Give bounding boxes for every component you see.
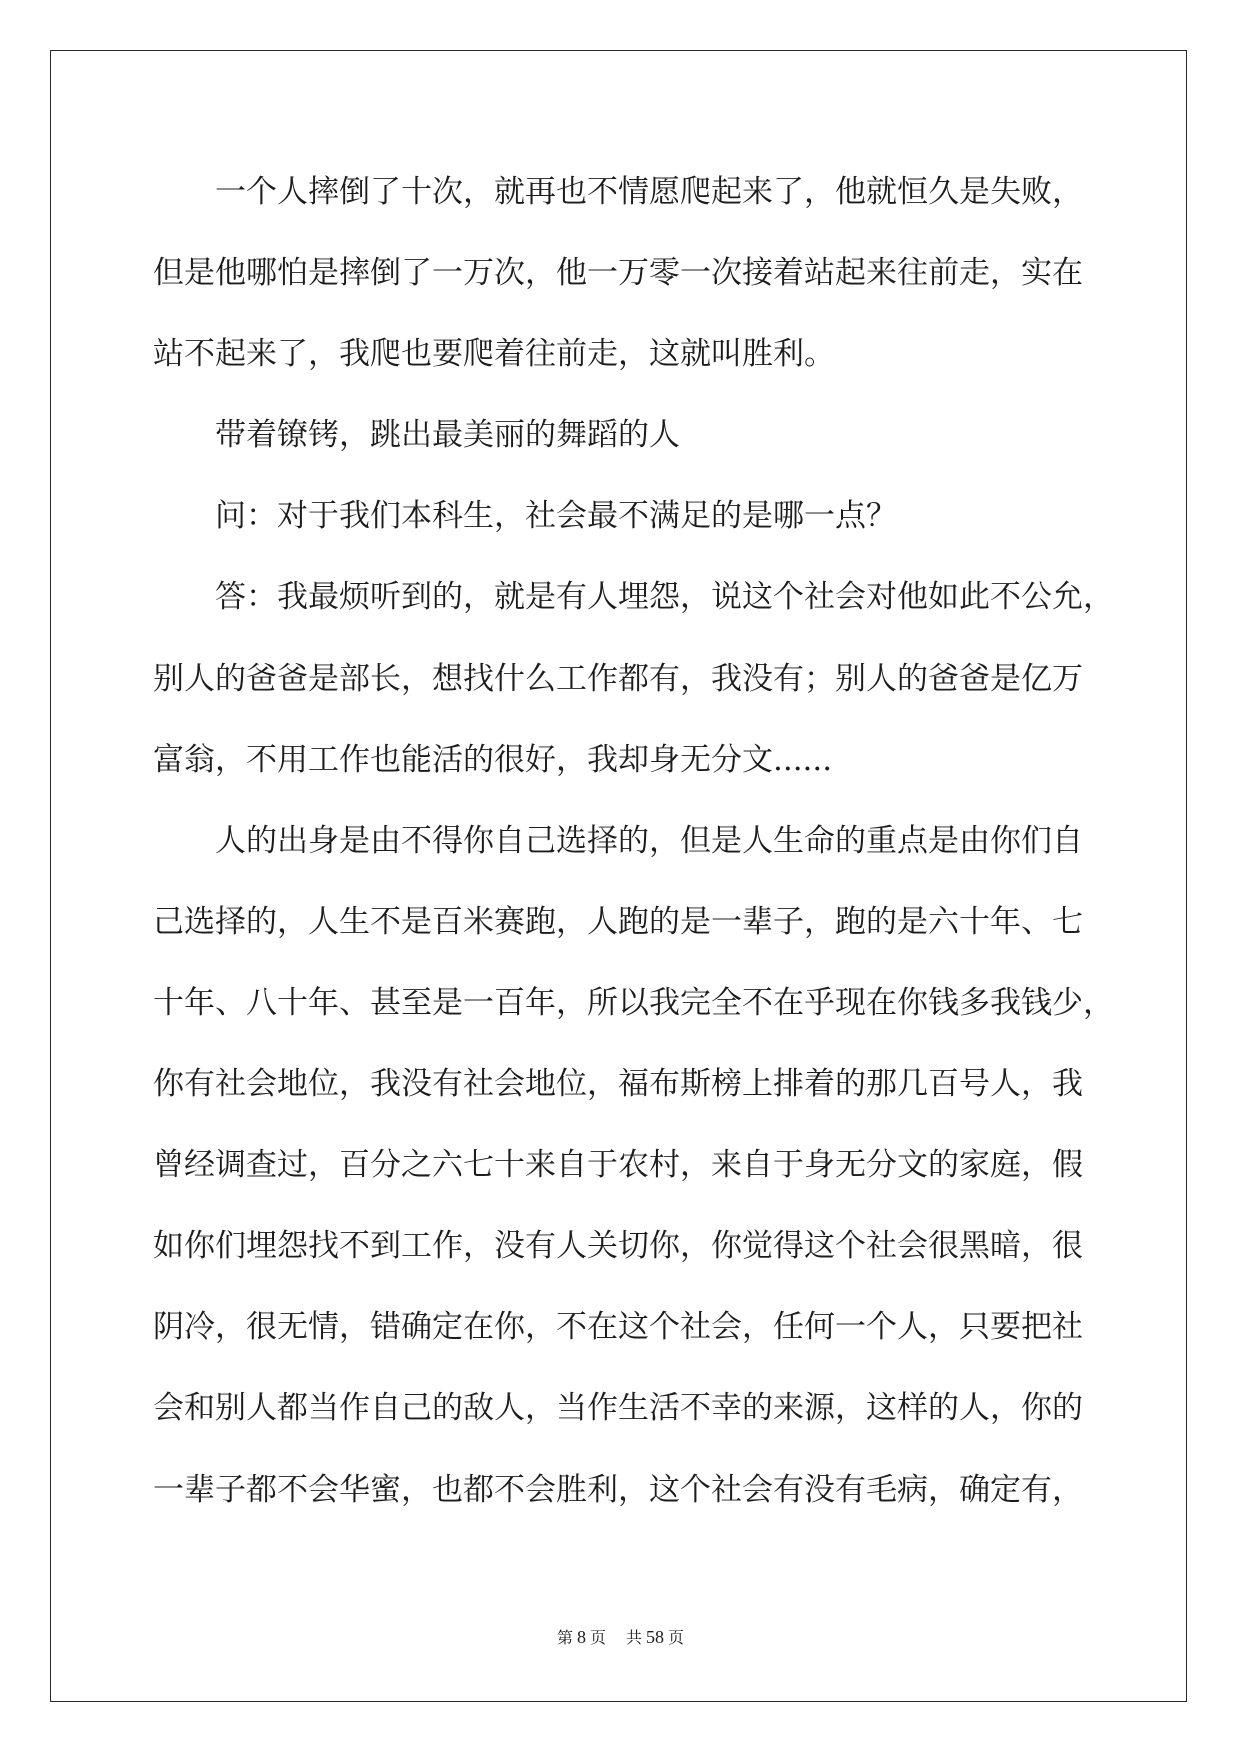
text-line: 你有社会地位，我没有社会地位，福布斯榜上排着的那几百号人，我 <box>153 1066 1083 1103</box>
text-line: 富翁，不用工作也能活的很好，我却身无分文...... <box>153 741 833 778</box>
text-line: 问：对于我们本科生，社会最不满足的是哪一点？ <box>215 498 897 535</box>
text-line: 一个人摔倒了十次，就再也不情愿爬起来了，他就恒久是失败， <box>215 174 1083 210</box>
text-line: 己选择的，人生不是百米赛跑，人跑的是一辈子，跑的是六十年、七 <box>153 903 1083 940</box>
current-page-prefix: 第 <box>556 1628 573 1647</box>
text-line: 但是他哪怕是摔倒了一万次，他一万零一次接着站起来往前走，实在 <box>153 255 1083 292</box>
text-line: 别人的爸爸是部长，想找什么工作都有，我没有；别人的爸爸是亿万 <box>153 660 1083 697</box>
text-line: 如你们埋怨找不到工作，没有人关切你，你觉得这个社会很黑暗，很 <box>153 1228 1083 1265</box>
total-pages-suffix: 页 <box>668 1628 685 1647</box>
current-page-number: 8 <box>576 1627 586 1647</box>
text-line: 带着镣铐，跳出最美丽的舞蹈的人 <box>215 417 680 454</box>
text-line: 会和别人都当作自己的敌人，当作生活不幸的来源，这样的人，你的 <box>153 1390 1083 1427</box>
document-body <box>153 152 1153 1531</box>
text-line: 十年、八十年、甚至是一百年，所以我完全不在乎现在你钱多我钱少， <box>153 984 1114 1021</box>
text-line: 人的出身是由不得你自己选择的，但是人生命的重点是由你们自 <box>215 822 1083 859</box>
current-page-suffix: 页 <box>589 1628 606 1647</box>
total-pages-prefix: 共 <box>626 1628 643 1647</box>
text-line: 阴冷，很无情，错确定在你，不在这个社会，任何一个人，只要把社 <box>153 1309 1083 1346</box>
paragraph <box>153 557 1153 800</box>
paragraph <box>153 801 1153 1531</box>
total-pages-number: 58 <box>646 1627 665 1647</box>
text-line: 答：我最烦听到的，就是有人埋怨，说这个社会对他如此不公允， <box>215 579 1114 616</box>
text-line: 站不起来了，我爬也要爬着往前走，这就叫胜利。 <box>153 336 835 373</box>
text-line: 一辈子都不会华蜜，也都不会胜利，这个社会有没有毛病，确定有， <box>153 1471 1083 1508</box>
page-number-footer <box>0 1625 1241 1649</box>
text-line: 曾经调查过，百分之六七十来自于农村，来自于身无分文的家庭，假 <box>153 1147 1083 1184</box>
paragraph <box>153 395 1153 476</box>
paragraph <box>153 476 1153 557</box>
paragraph <box>153 152 1153 395</box>
